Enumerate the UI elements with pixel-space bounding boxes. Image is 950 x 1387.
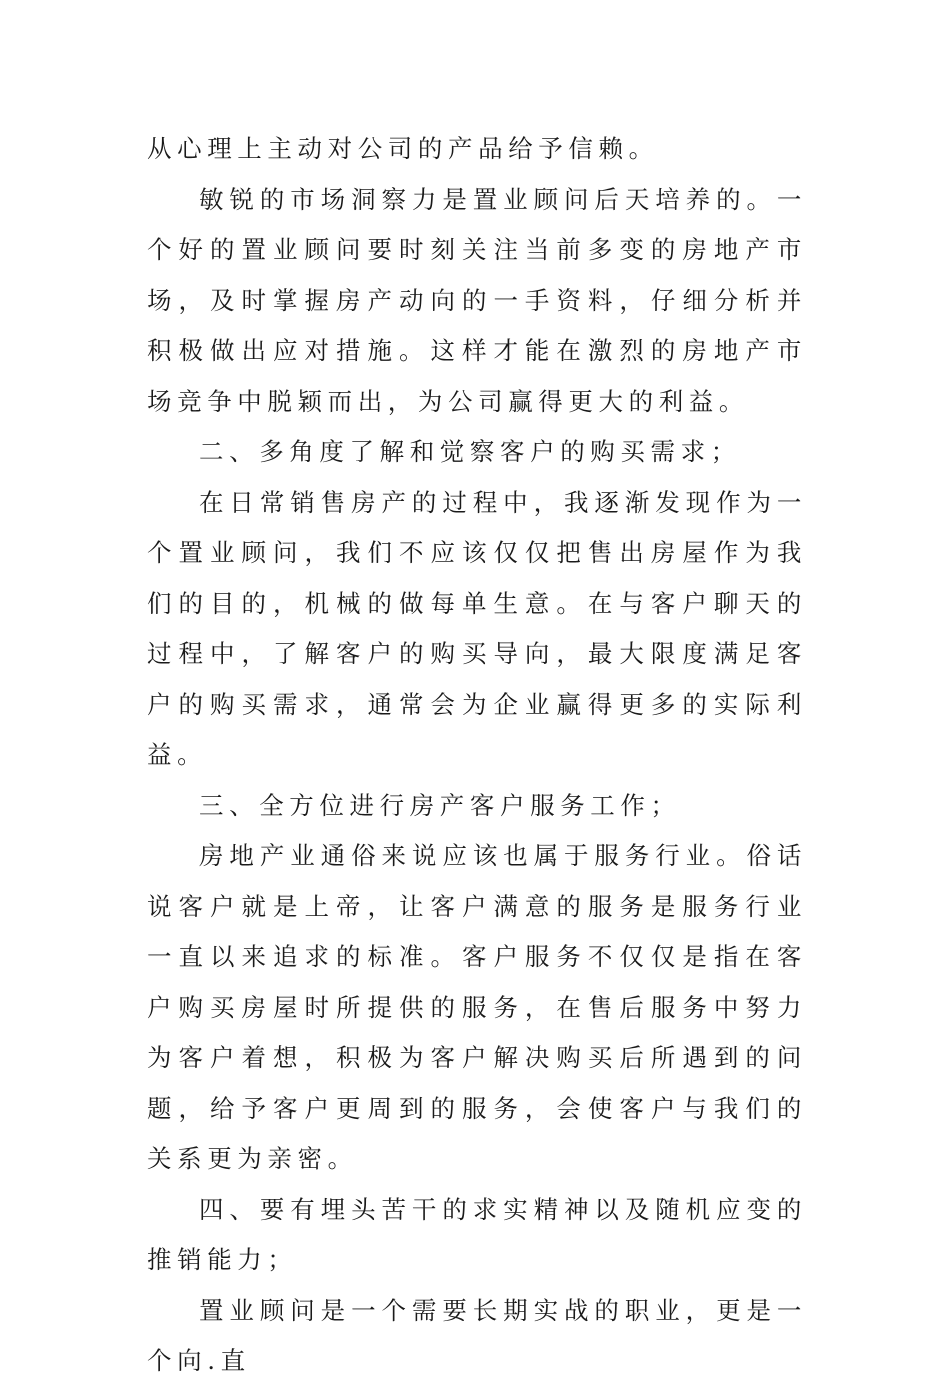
- paragraph-market-insight: 敏锐的市场洞察力是置业顾问后天培养的。一个好的置业顾问要时刻关注当前多变的房地产市场，及时掌握房产动向的一手资料，仔细分析并积极做出应对措施。这样才能在激烈的房地产市场竞争中脱颖而出，为公司赢得更大的利益。: [147, 184, 807, 416]
- paragraph-continued-intro: 从心理上主动对公司的产品给予信赖。: [147, 134, 659, 163]
- heading-section-four: 四、要有埋头苦干的求实精神以及随机应变的推销能力；: [147, 1194, 807, 1274]
- paragraph-customer-service: 房地产业通俗来说应该也属于服务行业。俗话说客户就是上帝，让客户满意的服务是服务行业一直以来追求的标准。客户服务不仅仅是指在客户购买房屋时所提供的服务，在售后服务中努力为客户着想，积极为客户解决购买后所遇到的问题，给予客户更周到的服务，会使客户与我们的关系更为亲密。: [147, 841, 807, 1173]
- paragraph-customer-needs: 在日常销售房产的过程中，我逐渐发现作为一个置业顾问，我们不应该仅仅把售出房屋作为我们的目的，机械的做每单生意。在与客户聊天的过程中，了解客户的购买导向，最大限度满足客户的购买需求，通常会为企业赢得更多的实际利益。: [147, 487, 807, 769]
- heading-section-two: 二、多角度了解和觉察客户的购买需求；: [199, 437, 741, 466]
- paragraph-career: 置业顾问是一个需要长期实战的职业，更是一个向.直: [147, 1295, 807, 1375]
- body-text: [147, 124, 807, 1387]
- heading-section-three: 三、全方位进行房产客户服务工作；: [199, 790, 681, 820]
